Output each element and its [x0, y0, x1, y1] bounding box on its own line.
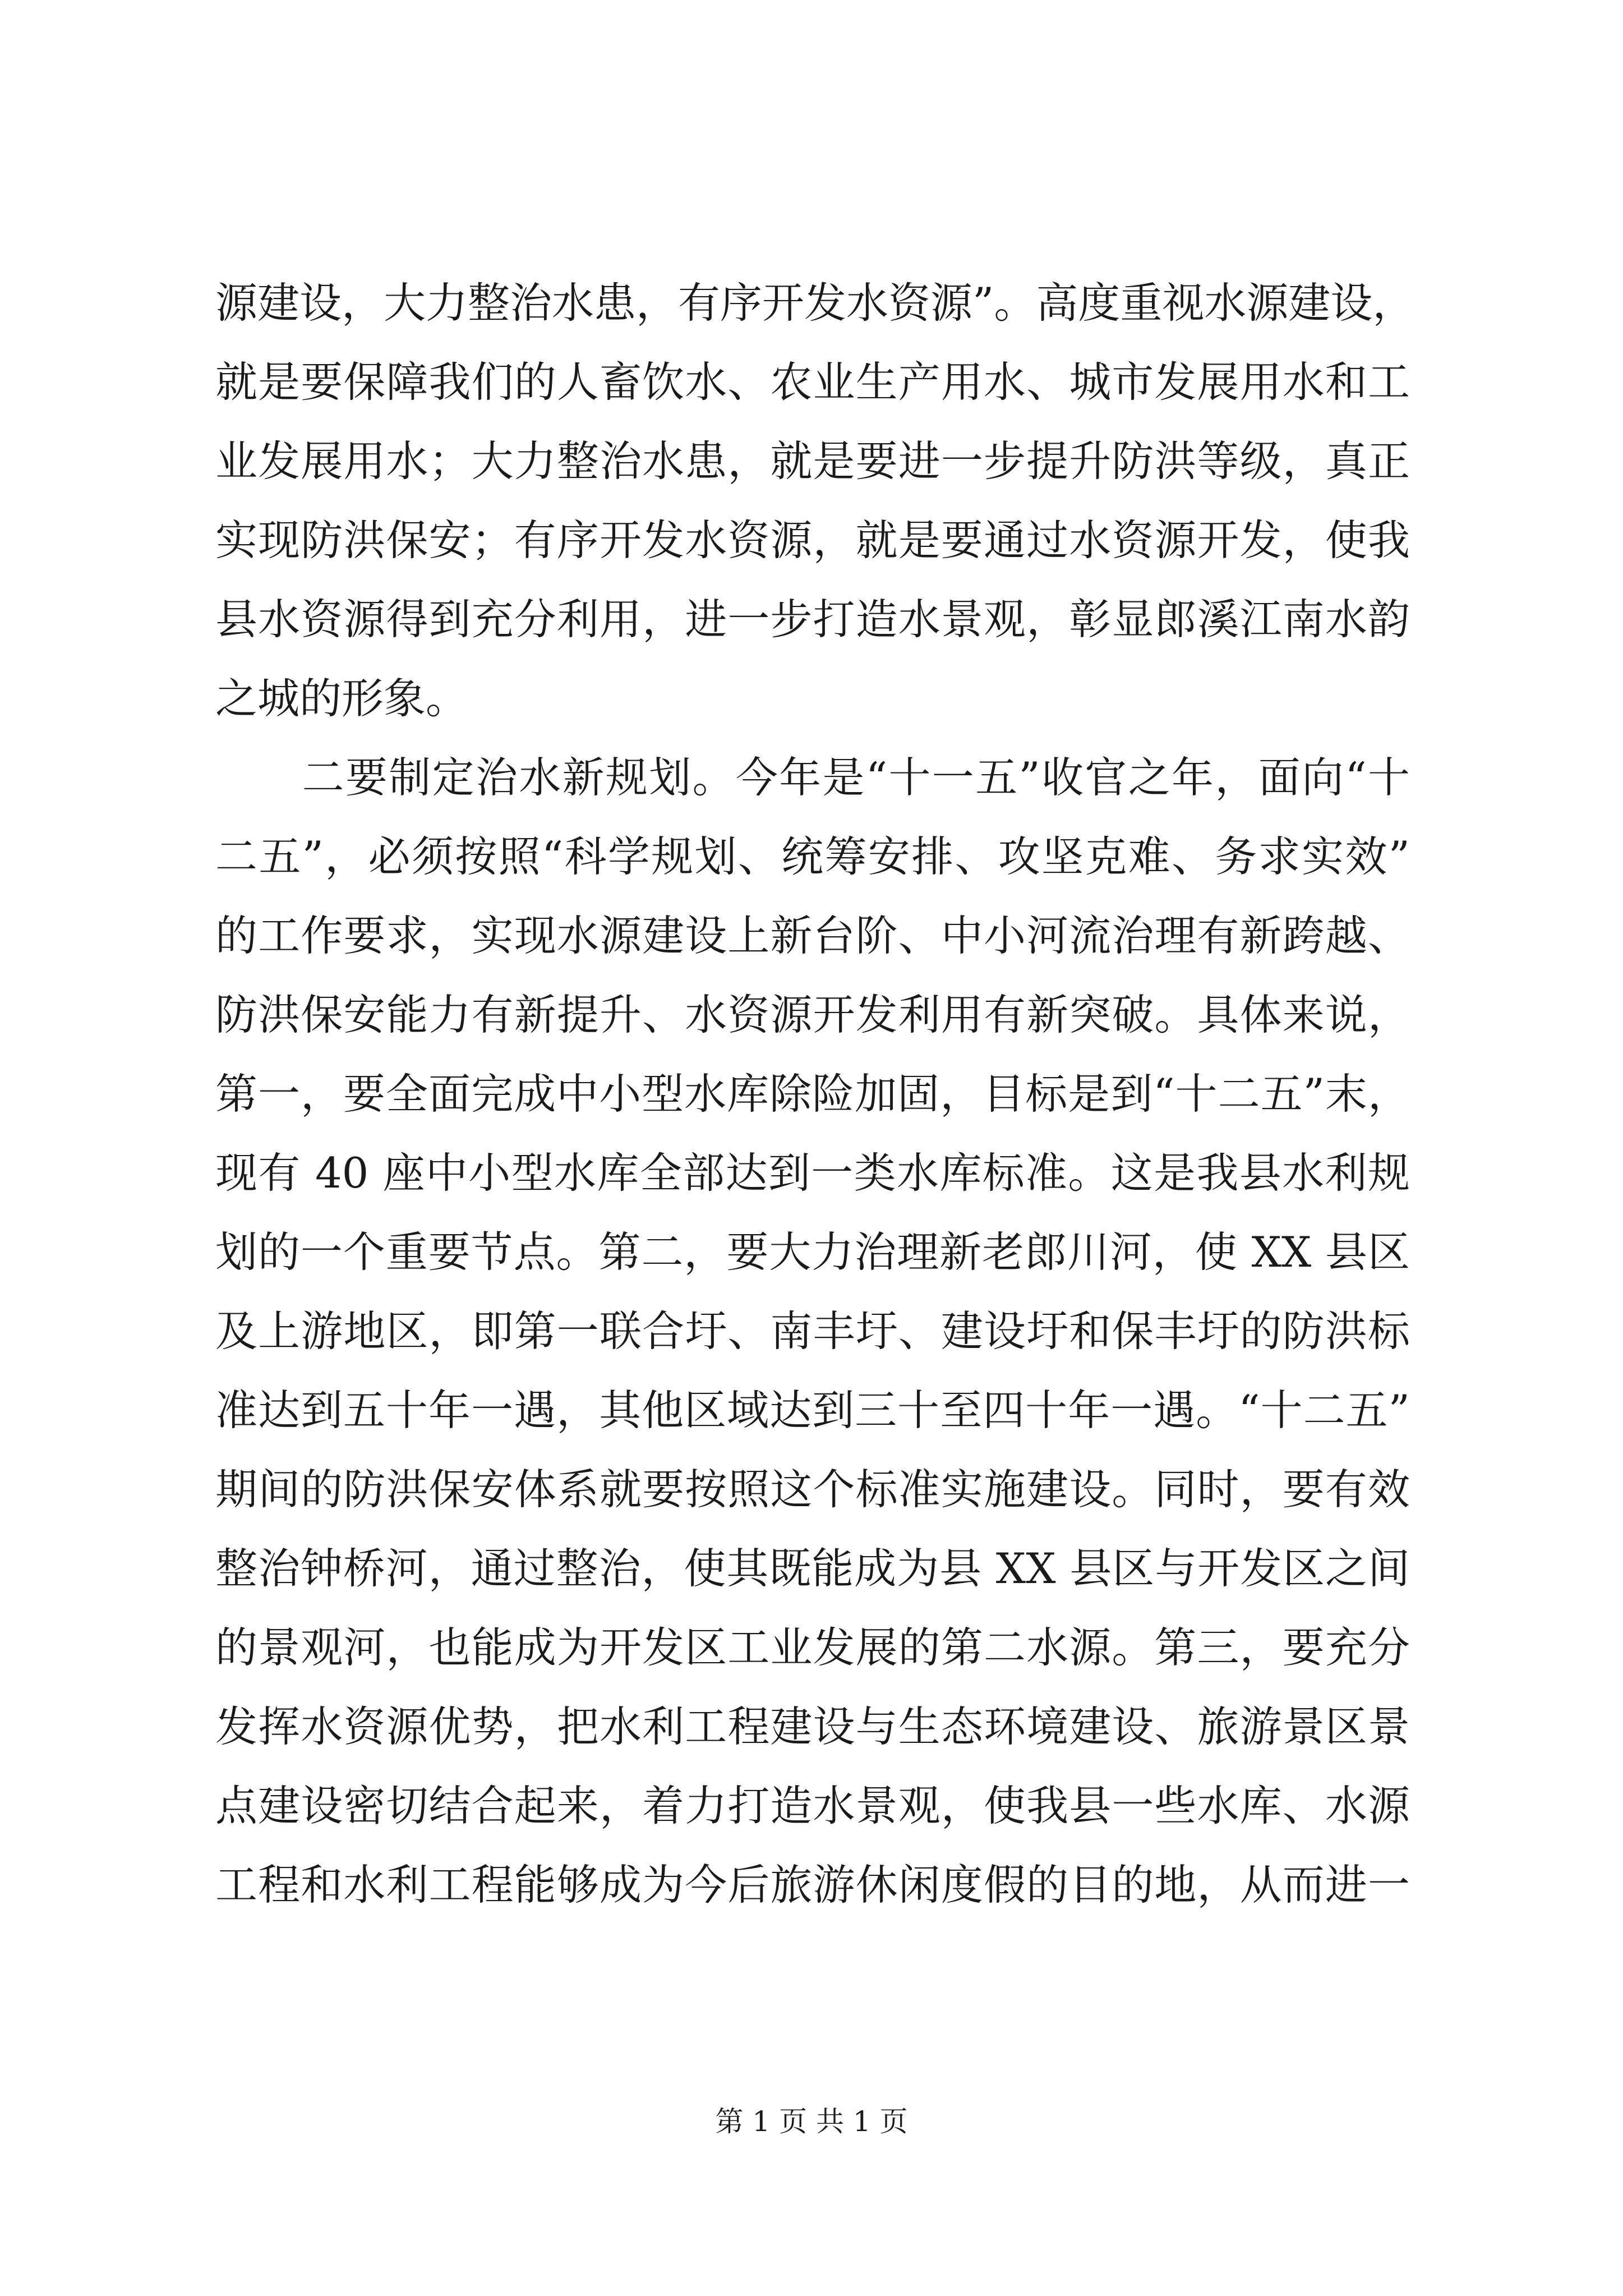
- text-line-5: 县水资源得到充分利用，进一步打造水景观，彰显郎溪江南水韵: [215, 595, 1410, 644]
- text-line-18: 的景观河，也能成为开发区工业发展的第二水源。第三，要充分: [215, 1623, 1410, 1672]
- text-line-8: 二五”，必须按照“科学规划、统筹安排、攻坚克难、务求实效”: [215, 832, 1410, 881]
- text-line-13: 划的一个重要节点。第二，要大力治理新老郎川河，使 XX 县区: [215, 1227, 1410, 1277]
- page-footer: [0, 2105, 1623, 2138]
- text-line-20: 点建设密切结合起来，着力打造水景观，使我县一些水库、水源: [215, 1781, 1410, 1830]
- text-line-2: 就是要保障我们的人畜饮水、农业生产用水、城市发展用水和工: [215, 357, 1410, 407]
- text-line-9: 的工作要求，实现水源建设上新台阶、中小河流治理有新跨越、: [215, 911, 1410, 960]
- text-line-15: 准达到五十年一遇，其他区域达到三十至四十年一遇。“十二五”: [215, 1386, 1410, 1435]
- text-line-16: 期间的防洪保安体系就要按照这个标准实施建设。同时，要有效: [215, 1465, 1410, 1514]
- text-line-1: 源建设，大力整治水患，有序开发水资源”。高度重视水源建设，: [215, 278, 1415, 328]
- text-line-11: 第一，要全面完成中小型水库除险加固，目标是到“十二五”末，: [215, 1069, 1410, 1119]
- text-line-4: 实现防洪保安；有序开发水资源，就是要通过水资源开发，使我: [215, 516, 1410, 565]
- text-line-3: 业发展用水；大力整治水患，就是要进一步提升防洪等级，真正: [215, 436, 1410, 486]
- body-text: [215, 264, 1415, 1925]
- text-line-12: 现有 40 座中小型水库全部达到一类水库标准。这是我县水利规: [215, 1148, 1410, 1198]
- text-line-7: 二要制定治水新规划。今年是“十一五”收官之年，面向“十: [215, 753, 1410, 802]
- page-number-label: 第 1 页 共 1 页: [715, 2105, 908, 2138]
- text-line-17: 整治钟桥河，通过整治，使其既能成为县 XX 县区与开发区之间: [215, 1544, 1410, 1593]
- text-line-6: 之城的形象。: [215, 674, 468, 723]
- text-line-19: 发挥水资源优势，把水利工程建设与生态环境建设、旅游景区景: [215, 1702, 1410, 1751]
- text-line-10: 防洪保安能力有新提升、水资源开发利用有新突破。具体来说，: [215, 990, 1410, 1039]
- text-line-14: 及上游地区，即第一联合圩、南丰圩、建设圩和保丰圩的防洪标: [215, 1306, 1410, 1356]
- text-line-21: 工程和水利工程能够成为今后旅游休闲度假的目的地，从而进一: [215, 1860, 1410, 1910]
